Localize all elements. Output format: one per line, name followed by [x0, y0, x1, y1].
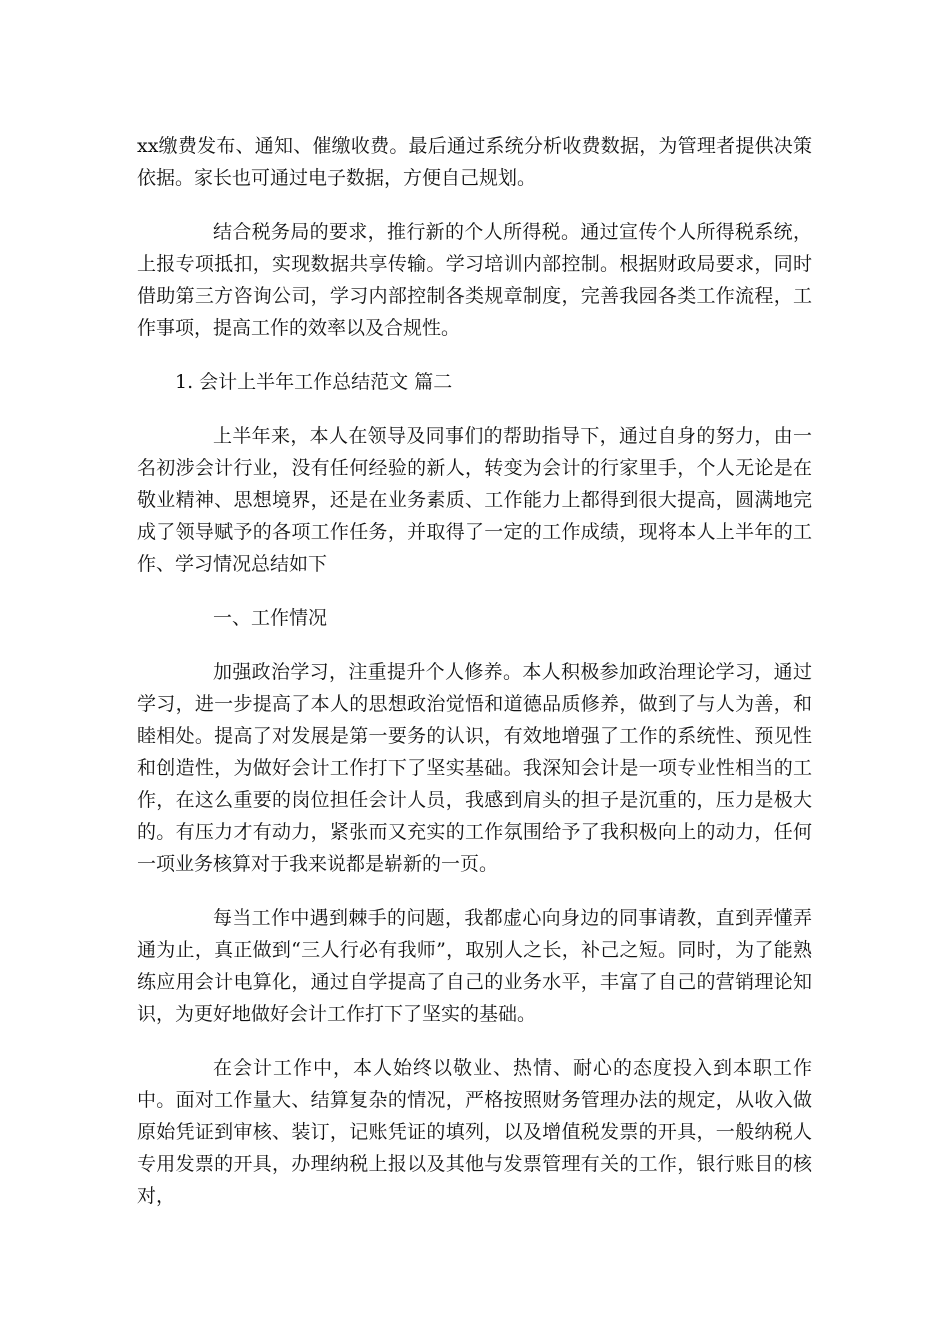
paragraph-introduction: 上半年来，本人在领导及同事们的帮助指导下，通过自身的努力，由一名初涉会计行业，没有任何经验的新人，转变为会计的行家里手，个人无论是在敬业精神、思想境界，还是在业务素质、工作能力上都得到很大提高，圆满地完成了领导赋予的各项工作任务，并取得了一定的工作成绩，现将本人上半年的工作、学习情况总结如下 [137, 425, 812, 575]
section-heading-work-status: 一、工作情况 [213, 607, 328, 629]
paragraph-self-learning: 每当工作中遇到棘手的问题，我都虚心向身边的同事请教，直到弄懂弄通为止，真正做到“三人行必有我师”，取别人之长，补己之短。同时，为了能熟练应用会计电算化，通过自学提高了自己的业务水平，丰富了自己的营销理论知识，为更好地做好会计工作打下了坚实的基础。 [137, 907, 812, 1025]
document-body [137, 130, 812, 1234]
paragraph-tax-reform: 结合税务局的要求，推行新的个人所得税。通过宣传个人所得税系统，上报专项抵扣，实现数据共享传输。学习培训内部控制。根据财政局要求，同时借助第三方咨询公司，学习内部控制各类规章制度，完善我园各类工作流程，工作事项，提高工作的效率以及合规性。 [137, 221, 812, 339]
section-heading-part-two: 1. 会计上半年工作总结范文 篇二 [175, 371, 453, 393]
paragraph-political-study: 加强政治学习，注重提升个人修养。本人积极参加政治理论学习，通过学习，进一步提高了本人的思想政治觉悟和道德品质修养，做到了与人为善，和睦相处。提高了对发展是第一要务的认识，有效地增强了工作的系统性、预见性和创造性，为做好会计工作打下了坚实基础。我深知会计是一项专业性相当的工作，在这么重要的岗位担任会计人员，我感到肩头的担子是沉重的，压力是极大的。有压力才有动力，紧张而又充实的工作氛围给予了我积极向上的动力，任何一项业务核算对于我来说都是崭新的一页。 [137, 661, 812, 875]
paragraph-fee-collection: xx缴费发布、通知、催缴收费。最后通过系统分析收费数据，为管理者提供决策依据。家长也可通过电子数据，方便自己规划。 [137, 135, 812, 189]
paragraph-accounting-work: 在会计工作中，本人始终以敬业、热情、耐心的态度投入到本职工作中。面对工作量大、结算复杂的情况，严格按照财务管理办法的规定，从收入做原始凭证到审核、装订，记账凭证的填列，以及增值税发票的开具，一般纳税人专用发票的开具，办理纳税上报以及其他与发票管理有关的工作，银行账目的核对， [137, 1057, 812, 1207]
